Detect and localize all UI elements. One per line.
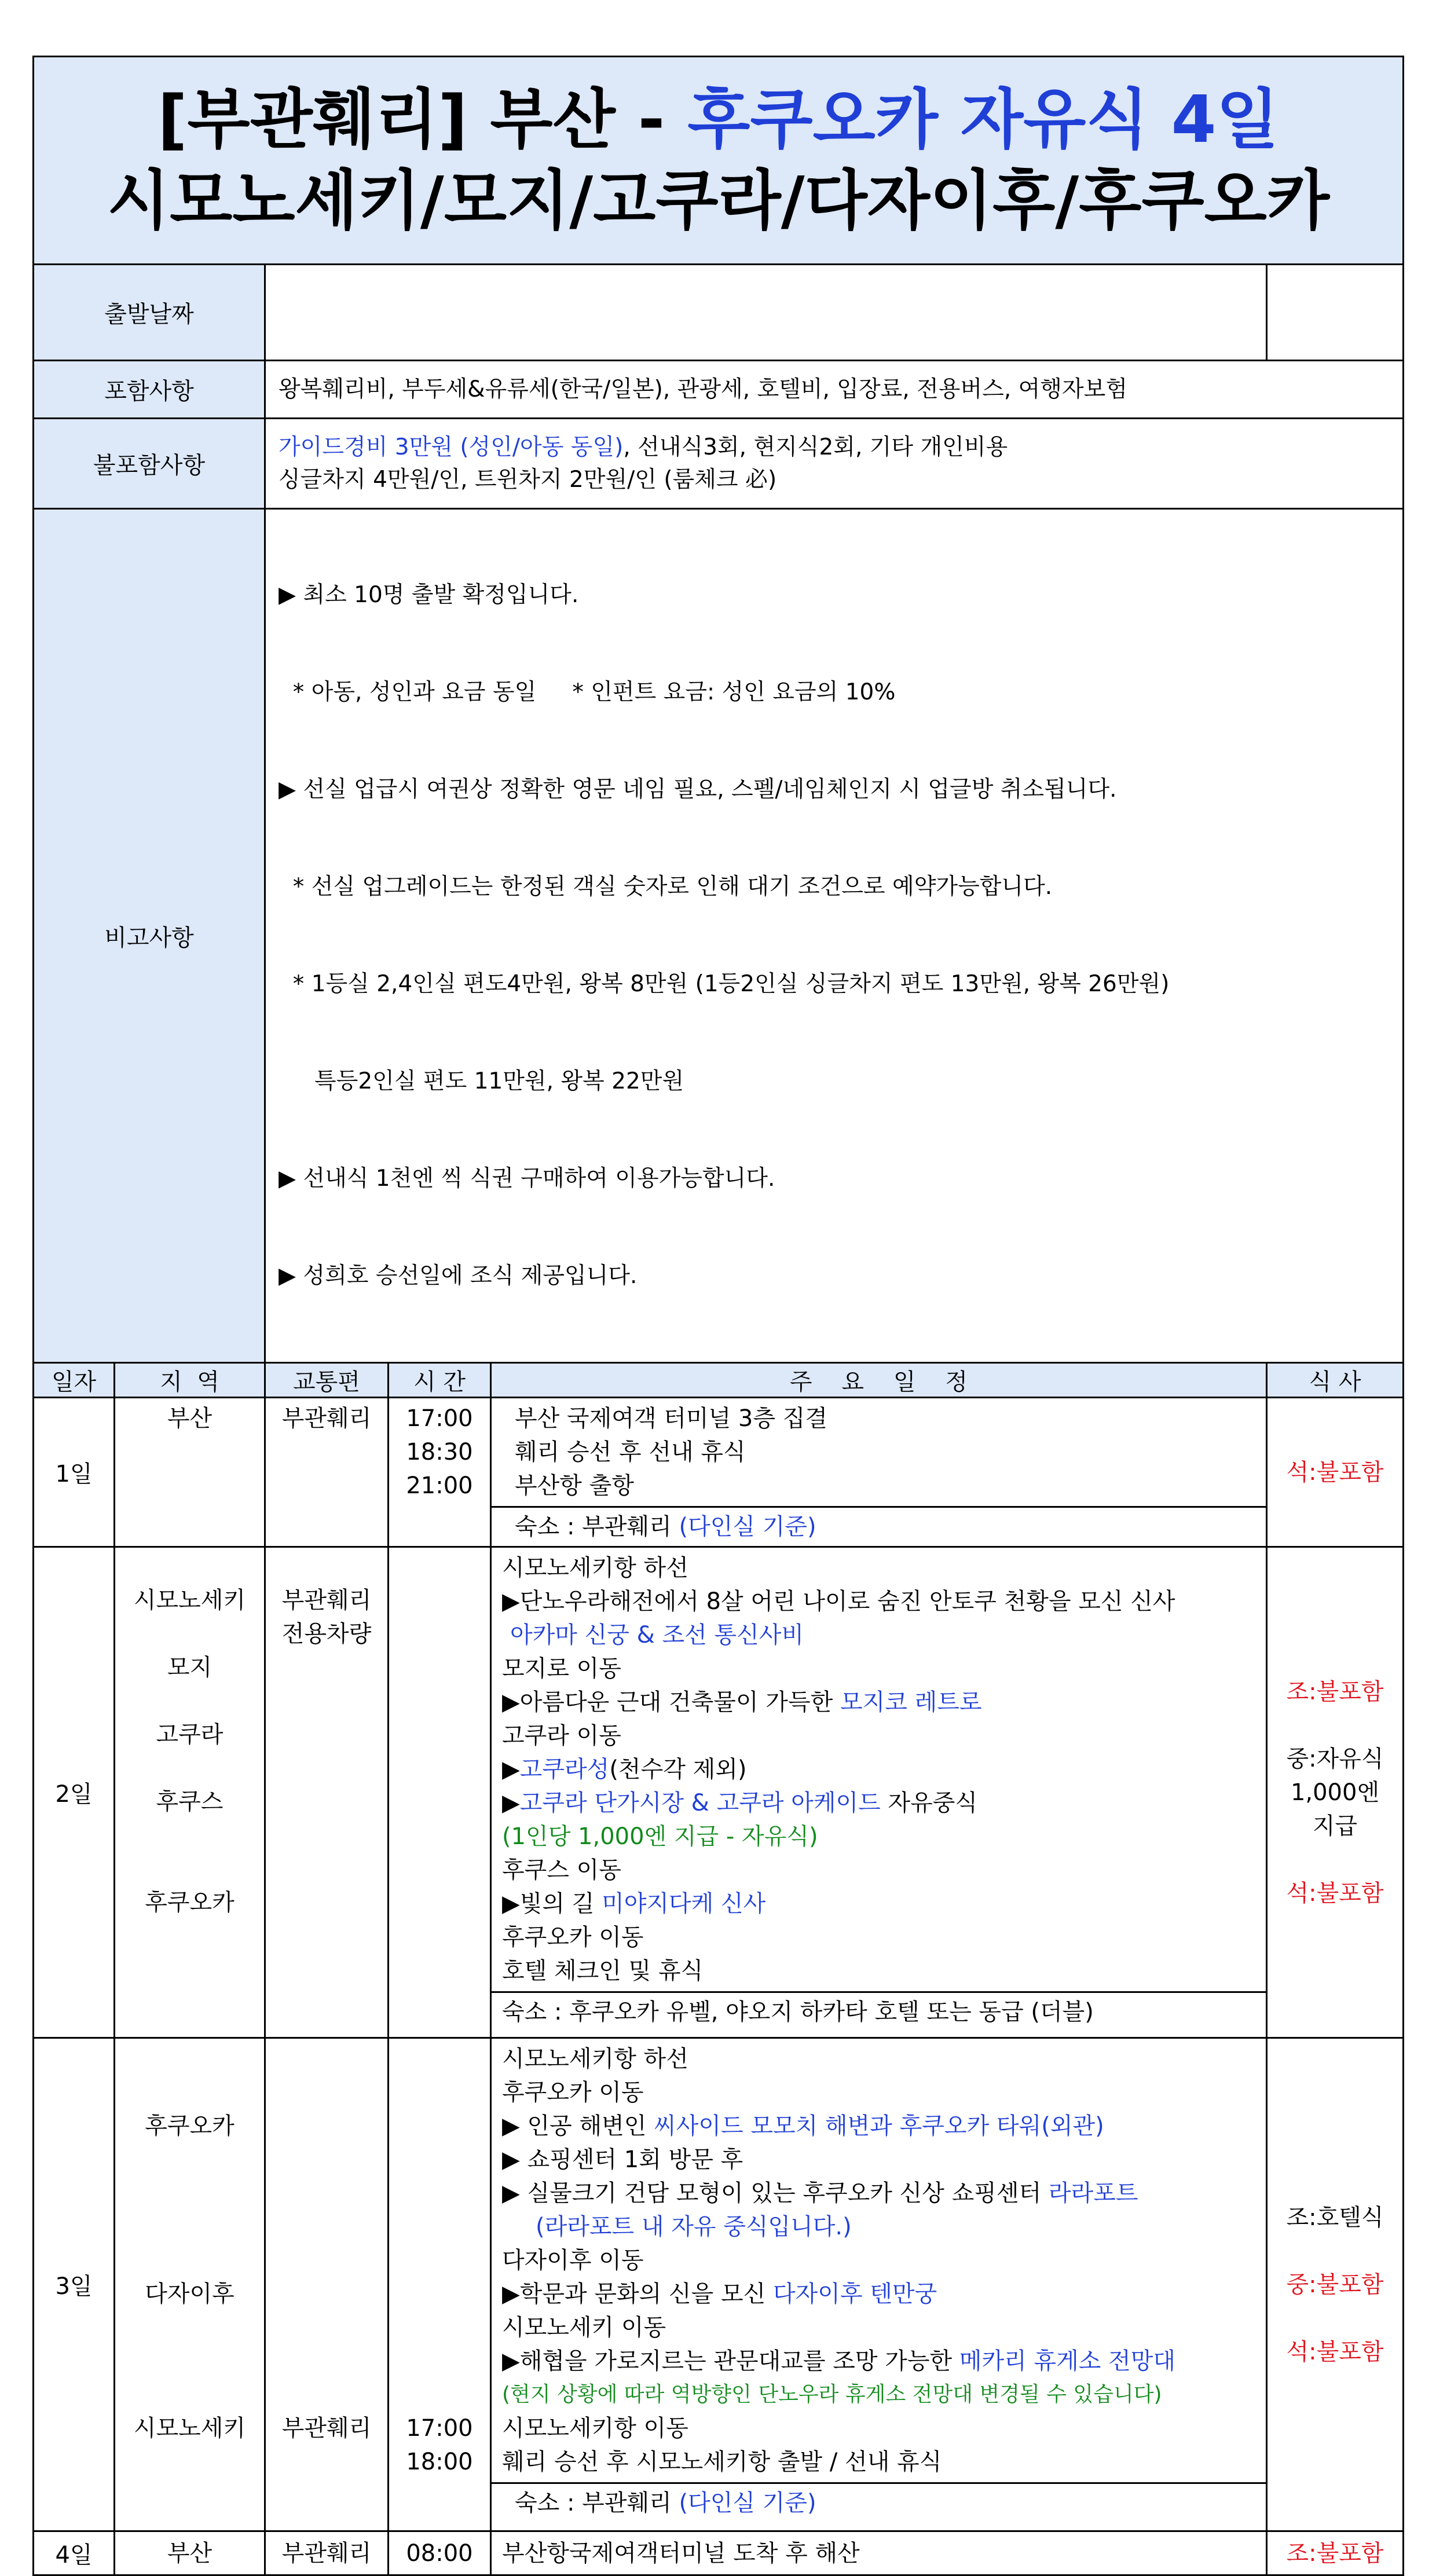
region: 모지 <box>167 1654 213 1681</box>
day2-transport <box>265 1547 389 2038</box>
itinerary-item: ▶단노우라해전에서 8살 어린 나이로 숨진 안토쿠 천황을 모신 신사 <box>502 1588 1175 1615</box>
included-label: 포함사항 <box>34 361 265 419</box>
time: 18:30 <box>406 1439 473 1465</box>
remark-line: * 아동, 성인과 요금 동일 * 인펀트 요금: 성인 요금의 10% <box>279 679 896 705</box>
lodging-label: 숙소 : 부관훼리 <box>515 2490 679 2516</box>
itinerary-sheet <box>32 56 1402 2568</box>
region: 후쿠오카 <box>145 2113 235 2139</box>
itinerary-item: 후쿠오카 이동 <box>502 2079 644 2106</box>
itinerary-note: (1인당 1,000엔 지급 - 자유식) <box>502 1823 818 1850</box>
header-transport: 교통편 <box>265 1363 389 1398</box>
item-text: ▶ 실물크기 건담 모형이 있는 후쿠오카 신상 쇼핑센터 <box>502 2180 1049 2207</box>
day4-time: 08:00 <box>389 2531 491 2575</box>
day1-itinerary <box>491 1398 1267 1547</box>
item-highlight: 고쿠라 단가시장 & 고쿠라 아케이드 <box>519 1790 881 1816</box>
day2-lodging: 숙소 : 후쿠오카 유벨, 야오지 하카타 호텔 또는 동급 (더블) <box>492 1991 1266 2031</box>
meal-lunch-note: 지급 <box>1312 1812 1358 1840</box>
itinerary-item: ▶ 쇼핑센터 1회 방문 후 <box>502 2146 743 2173</box>
time: 17:00 <box>406 1405 473 1432</box>
day4-row <box>34 2531 1404 2575</box>
title-line-2: 시모노세키/모지/고쿠라/다자이후/후쿠오카 <box>107 163 1330 239</box>
header-itinerary: 주 요 일 정 <box>491 1363 1267 1398</box>
item-text: ▶학문과 문화의 신을 모신 <box>502 2281 774 2307</box>
itinerary-item: 후쿠스 이동 <box>502 1857 621 1884</box>
day3-itinerary <box>491 2038 1267 2531</box>
day1-times <box>389 1398 491 1547</box>
itinerary-item <box>502 2109 1255 2143</box>
meal-breakfast: 조:불포함 <box>1286 1678 1384 1705</box>
transport: 부관훼리 <box>281 2415 372 2442</box>
meal-dinner: 석:불포함 <box>1286 2338 1384 2365</box>
meal-dinner: 석:불포함 <box>1286 1879 1384 1907</box>
remark-line: ▶ 성희호 승선일에 조식 제공입니다. <box>279 1263 638 1289</box>
itinerary-item: 고쿠라 이동 <box>502 1723 621 1749</box>
item-text: ▶ <box>502 1790 520 1816</box>
itinerary-item: 후쿠오카 이동 <box>502 1924 644 1951</box>
excluded-line-2: 싱글차지 4만원/인, 트윈차지 2만원/인 (룸체크 必) <box>279 466 777 493</box>
itinerary-item: 부산 국제여객 터미널 3층 집결 <box>515 1405 827 1432</box>
itinerary-item <box>502 2176 1255 2210</box>
day3-times <box>389 2038 491 2531</box>
remarks-label: 비고사항 <box>34 509 265 1363</box>
item-highlight: 씨사이드 모모치 해변과 후쿠오카 타워(외관) <box>654 2113 1104 2139</box>
day1-region: 부산 <box>115 1398 265 1547</box>
departure-extra[interactable] <box>1267 265 1404 361</box>
departure-label: 출발날짜 <box>34 265 265 361</box>
item-text: ▶해협을 가로지르는 관문대교를 조망 가능한 <box>502 2348 959 2375</box>
header-meal: 식 사 <box>1267 1363 1404 1398</box>
day4-itinerary: 부산항국제여객터미널 도착 후 해산 <box>491 2531 1267 2575</box>
itinerary-item <box>502 1753 1255 1786</box>
day1-lodging <box>492 1506 1266 1546</box>
itinerary-item <box>502 1887 1255 1921</box>
title-highlight: 후쿠오카 자유식 4일 <box>687 82 1279 157</box>
day3-transport <box>265 2038 389 2531</box>
region: 후쿠스 <box>156 1789 224 1815</box>
lodging-label: 숙소 : 부관훼리 <box>515 1514 679 1540</box>
itinerary-item <box>502 2344 1255 2378</box>
remark-line: * 1등실 2,4인실 편도4만원, 왕복 8만원 (1등2인실 싱글차지 편도 13만원, 왕복 26만원) <box>279 971 1170 997</box>
day1-row <box>34 1398 1404 1547</box>
itinerary-item: 훼리 승선 후 시모노세키항 출발 / 선내 휴식 <box>502 2449 942 2475</box>
day4-label: 4일 <box>34 2531 115 2575</box>
day2-itinerary <box>491 1547 1267 2038</box>
lodging-type: (다인실 기준) <box>679 1514 816 1540</box>
day4-meal: 조:불포함 <box>1267 2531 1404 2575</box>
day3-lodging <box>492 2482 1266 2522</box>
day3-row <box>34 2038 1404 2531</box>
remark-line: 특등2인실 편도 11만원, 왕복 22만원 <box>279 1068 684 1094</box>
time: 21:00 <box>406 1472 473 1499</box>
item-highlight: 모지코 레트로 <box>840 1689 982 1716</box>
remark-line: ▶ 선실 업급시 여권상 정확한 영문 네임 필요, 스펠/네임체인지 시 업글방 취소됩니다. <box>279 776 1117 803</box>
itinerary-item: 부산항 출항 <box>515 1472 634 1499</box>
item-text: ▶아름다운 근대 건축물이 가득한 <box>502 1689 840 1716</box>
day1-transport: 부관훼리 <box>265 1398 389 1547</box>
itinerary-item: 시모노세키항 하선 <box>502 2046 688 2072</box>
day4-transport: 부관훼리 <box>265 2531 389 2575</box>
day2-row <box>34 1547 1404 2038</box>
itinerary-item: 시모노세키항 하선 <box>502 1555 688 1581</box>
day2-regions <box>115 1547 265 2038</box>
title-prefix: [부관훼리] 부산 - <box>157 82 688 157</box>
meal-lunch: 중:자유식 <box>1286 1745 1384 1772</box>
header-region: 지 역 <box>115 1363 265 1398</box>
remark-line: * 선실 업그레이드는 한정된 객실 숫자로 인해 대기 조건으로 예약가능합니다. <box>279 874 1053 900</box>
item-text: (천수각 제외) <box>609 1756 747 1783</box>
day4-region: 부산 <box>115 2531 265 2575</box>
itinerary-item: 훼리 승선 후 선내 휴식 <box>515 1439 746 1465</box>
transport: 전용차량 <box>281 1621 372 1647</box>
lodging-type: (다인실 기준) <box>679 2490 816 2516</box>
item-text: ▶ 인공 해변인 <box>502 2113 654 2139</box>
region: 후쿠오카 <box>145 1889 235 1916</box>
item-highlight: 다자이후 텐만궁 <box>773 2281 937 2307</box>
excluded-label: 불포함사항 <box>34 419 265 509</box>
region: 고쿠라 <box>156 1721 224 1748</box>
itinerary-table <box>32 56 1404 2576</box>
item-highlight: 라라포트 <box>1048 2180 1138 2207</box>
day3-regions <box>115 2038 265 2531</box>
meal-lunch-amount: 1,000엔 <box>1290 1779 1380 1806</box>
itinerary-note: (라라포트 내 자유 중식입니다.) <box>536 2214 852 2240</box>
region: 다자이후 <box>145 2281 235 2307</box>
region: 시모노세키 <box>133 2415 246 2442</box>
itinerary-note: (현지 상황에 따라 역방향인 단노우라 휴게소 전망대 변경될 수 있습니다) <box>502 2383 1162 2406</box>
item-text: ▶ <box>502 1756 520 1783</box>
time: 17:00 <box>406 2415 473 2442</box>
day2-meal <box>1267 1547 1404 2038</box>
meal-breakfast: 조:호텔식 <box>1286 2204 1384 2231</box>
remarks-text <box>265 509 1404 1363</box>
itinerary-item <box>502 2277 1255 2311</box>
schedule-header <box>34 1363 1404 1398</box>
day2-label: 2일 <box>34 1547 115 2038</box>
title-line-1 <box>34 79 1402 160</box>
meal-lunch: 중:불포함 <box>1286 2271 1384 2298</box>
region: 시모노세키 <box>133 1587 246 1614</box>
transport: 부관훼리 <box>281 1587 372 1614</box>
itinerary-item: 시모노세키 이동 <box>502 2314 666 2341</box>
itinerary-item: 모지로 이동 <box>502 1655 621 1682</box>
excluded-text <box>265 419 1404 509</box>
item-highlight: 고쿠라성 <box>519 1756 610 1783</box>
itinerary-item <box>502 1685 1255 1719</box>
departure-value[interactable] <box>265 265 1267 361</box>
item-text: 자유중식 <box>880 1790 978 1816</box>
itinerary-item: 시모노세키항 이동 <box>502 2415 688 2442</box>
excluded-guide-fee: 가이드경비 3만원 (성인/아동 동일) <box>279 434 624 460</box>
item-highlight: 메카리 휴게소 전망대 <box>959 2348 1176 2375</box>
header-day: 일자 <box>34 1363 115 1398</box>
excluded-rest: , 선내식3회, 현지식2회, 기타 개인비용 <box>623 434 1008 460</box>
day1-meal: 석:불포함 <box>1267 1398 1404 1547</box>
included-text: 왕복훼리비, 부두세&유류세(한국/일본), 관광세, 호텔비, 입장료, 전용버스, 여행자보험 <box>265 361 1404 419</box>
time: 18:00 <box>406 2449 473 2475</box>
day3-meal <box>1267 2038 1404 2531</box>
day3-label: 3일 <box>34 2038 115 2531</box>
item-highlight: 미야지다케 신사 <box>602 1890 766 1917</box>
header-time: 시 간 <box>389 1363 491 1398</box>
itinerary-item: 아카마 신궁 & 조선 통신사비 <box>510 1622 804 1648</box>
title-block <box>34 57 1404 265</box>
day2-times <box>389 1547 491 2038</box>
item-text: ▶빛의 길 <box>502 1890 602 1917</box>
day1-label: 1일 <box>34 1398 115 1547</box>
itinerary-item: 다자이후 이동 <box>502 2247 644 2274</box>
itinerary-item: 호텔 체크인 및 휴식 <box>502 1958 704 1984</box>
itinerary-item <box>502 1786 1255 1820</box>
remark-line: ▶ 최소 10명 출발 확정입니다. <box>279 582 579 608</box>
remark-line: ▶ 선내식 1천엔 씩 식권 구매하여 이용가능합니다. <box>279 1166 775 1192</box>
